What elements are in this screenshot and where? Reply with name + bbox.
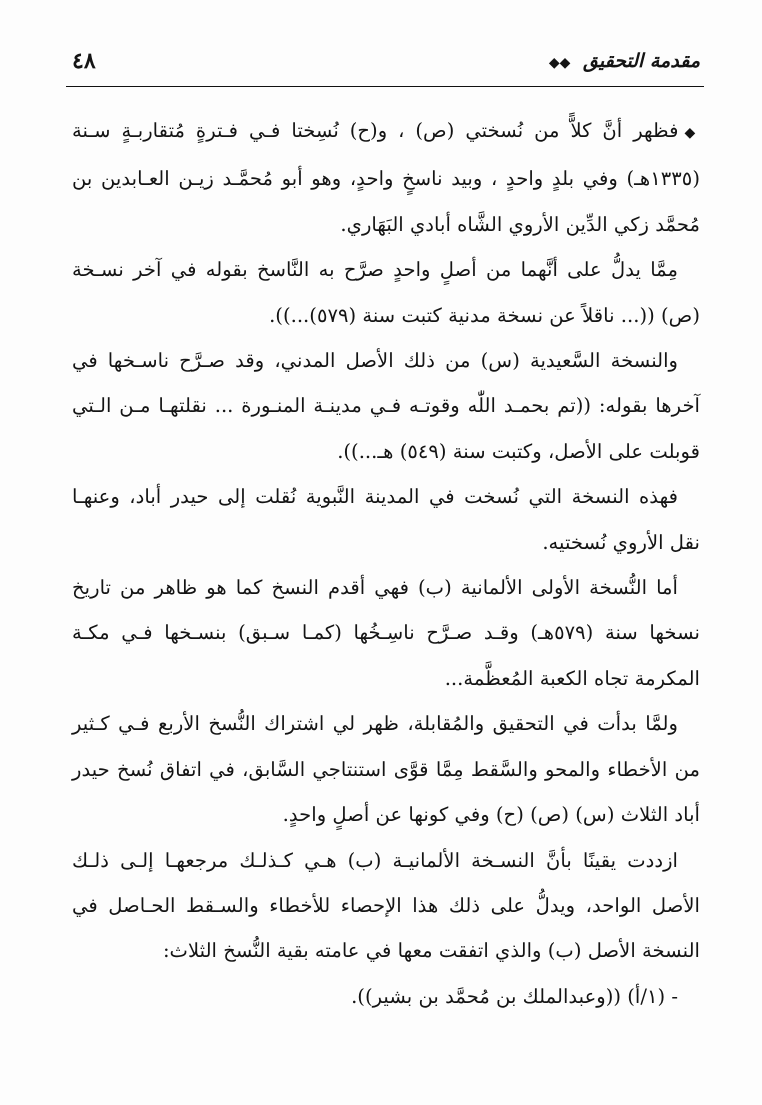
diamond-bullet-icon: ◆ xyxy=(684,125,700,141)
header-divider xyxy=(66,86,704,87)
running-title-text: مقدمة التحقيق xyxy=(583,50,700,72)
paragraph: أما النُّسخة الأولى الألمانية (ب) فهي أقدم النسخ كما هو ظاهر من تاريخ نسخها سنة (٥٧٩هـ) وقـد صـرَّح ناسِـخُها (كمـا سـبق) بنسـخها فـي مكـة المكرمة تجاه الكعبة المُعظَّمة... xyxy=(72,576,700,690)
paragraph: فهذه النسخة التي نُسخت في المدينة النَّبوية نُقلت إلى حيدر أباد، وعنهـا نقل الأروي نُسختيه. xyxy=(72,485,700,554)
diamond-ornament-icon: ◆◆ xyxy=(548,55,571,71)
page-number: ٤٨ xyxy=(72,48,96,74)
page-body xyxy=(72,108,700,1019)
paragraph: ازددت يقينًا بأنَّ النسـخة الألمانيـة (ب) هـي كـذلـك مرجعهـا إلـى ذلـك الأصل الواحد، ويدلُّ على ذلك هذا الإحصاء للأخطاء والسـقط الحـاصل في النسخة الأصل (ب) والذي اتفقت معها في عامته بقية النُّسخ الثلاث: xyxy=(72,848,700,963)
page-header xyxy=(72,48,700,82)
paragraph-text: فظهر أنَّ كلاًّ من نُسختي (ص) ، و(ح) نُسِختا فـي فـترةٍ مُتقاربـةٍ سـنة (١٣٣٥هـ) وفي بلدٍ واحدٍ ، وبيد ناسخٍ واحدٍ، وهو أبو مُحمَّـد زيـن العـابدين بن مُحمَّد زكي الدِّين الأروي الشَّاه أبادي البَهَاري. xyxy=(72,119,700,236)
paragraph: مِمَّا يدلُّ على أنَّهما من أصلٍ واحدٍ صرَّح به النَّاسخ بقوله في آخر نسـخة (ص) ((... ناقلاً عن نسخة مدنية كتبت سنة (٥٧٩)...)). xyxy=(72,258,700,327)
paragraph: ولمَّا بدأت في التحقيق والمُقابلة، ظهر لي اشتراك النُّسخ الأربع فـي كـثير من الأخطاء والمحو والسَّقط مِمَّا قوَّى استنتاجي السَّابق، في اتفاق نُسخ حيدر أباد الثلاث (س) (ص) (ح) وفي كونها عن أصلٍ واحدٍ. xyxy=(72,712,700,827)
running-title xyxy=(549,50,700,72)
paragraph xyxy=(72,108,700,247)
list-item: - (١/أ) ((وعبدالملك بن مُحمَّد بن بشير)). xyxy=(351,984,678,1008)
paragraph: والنسخة السَّعيدية (س) من ذلك الأصل المدني، وقد صـرَّح ناسـخها في آخرها بقوله: ((تم بحمـد اللّٰه وقوتـه فـي مدينـة المنـورة ... نقلتهـا مـن الـتي قوبلت على الأصل، وكتبت سنة (٥٤٩) هـ...)). xyxy=(72,349,700,463)
